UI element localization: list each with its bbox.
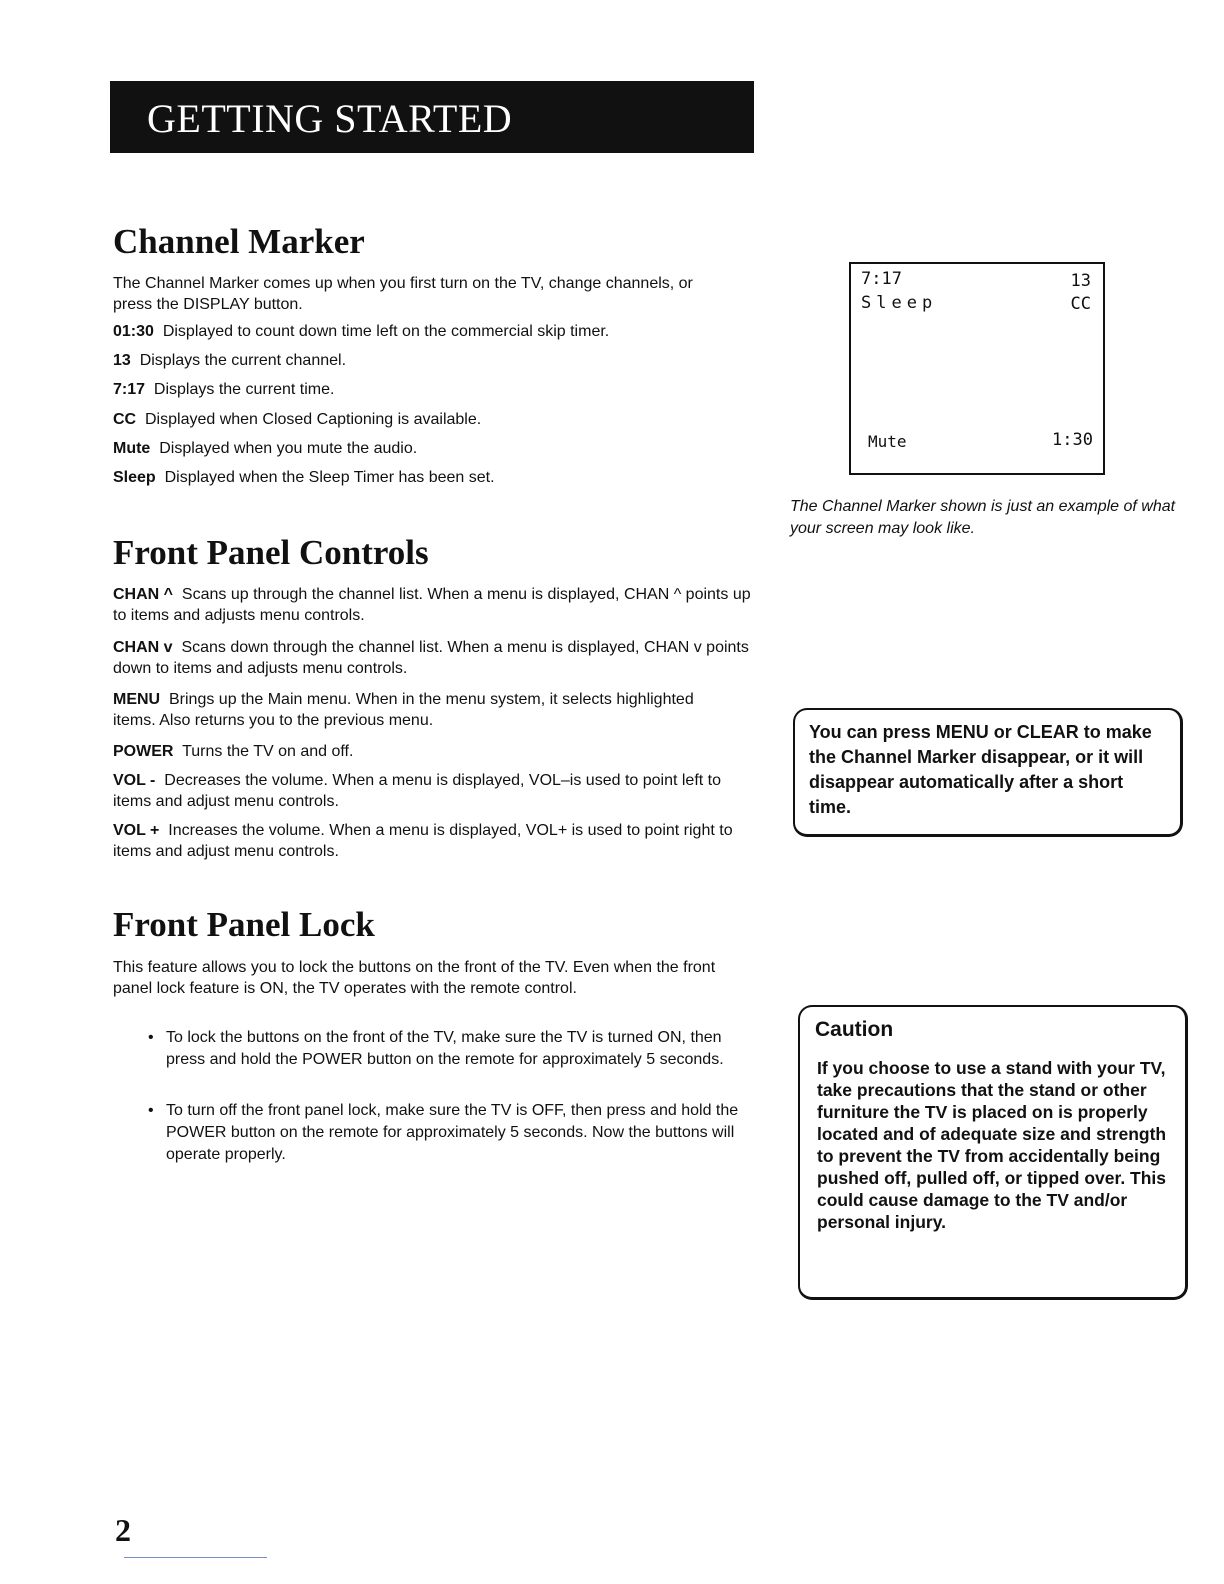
fpc-term: POWER: [113, 743, 174, 760]
cm-item-mute: [113, 438, 417, 459]
cm-term: 13: [113, 352, 131, 369]
banner-title: GETTING STARTED: [147, 96, 513, 141]
fpc-term: CHAN v: [113, 639, 173, 656]
cm-desc: Displays the current time.: [153, 381, 335, 398]
channel-marker-heading: Channel Marker: [113, 222, 365, 261]
fpc-term: CHAN ^: [113, 586, 174, 603]
cm-item-sleep: [113, 467, 495, 488]
caution-box: [798, 1005, 1188, 1300]
section-banner: [110, 81, 754, 153]
fpc-term: VOL -: [113, 772, 156, 789]
screen-timer: 1:30: [1052, 430, 1093, 450]
fpc-term: VOL +: [113, 822, 160, 839]
fpc-item-power: [113, 741, 733, 762]
cm-item-cc: [113, 409, 481, 430]
cm-desc: Displayed when you mute the audio.: [159, 440, 418, 457]
cm-desc: Displayed when the Sleep Timer has been set.: [164, 469, 495, 486]
cm-term: CC: [113, 411, 137, 428]
channel-marker-intro: The Channel Marker comes up when you first turn on the TV, change channels, or press the DISPLAY button.: [113, 275, 693, 313]
fpc-desc: Decreases the volume. When a menu is displayed, VOL–is used to point left to items and adjust menu controls.: [113, 772, 722, 810]
fpc-item-chan-up: [113, 584, 753, 626]
caution-text: If you choose to use a stand with your TV, take precautions that the stand or other furniture the TV is placed on is properly located and of adequate size and strength to prevent the TV from accidentally being pushed off, pulled off, or tipped over. This could cause damage to the TV and/or personal injury.: [817, 1058, 1167, 1232]
front-panel-lock-intro: This feature allows you to lock the buttons on the front of the TV. Even when the front panel lock feature is ON, the TV operates with the remote control.: [113, 959, 716, 997]
screen-time: 7:17: [861, 269, 902, 289]
screen-channel: 13: [1070, 271, 1091, 291]
fpc-desc: Turns the TV on and off.: [182, 743, 354, 760]
cm-desc: Displayed to count down time left on the commercial skip timer.: [162, 323, 610, 340]
fpc-desc: Scans down through the channel list. When a menu is displayed, CHAN v points down to items and adjusts menu controls.: [113, 639, 749, 677]
fpc-desc: Brings up the Main menu. When in the menu system, it selects highlighted items. Also returns you to the previous menu.: [113, 691, 694, 729]
lock-bullet: [148, 1027, 748, 1071]
fpc-item-vol-up: [113, 820, 733, 862]
fpc-item-chan-down: [113, 637, 753, 679]
cm-desc: Displays the current channel.: [139, 352, 347, 369]
footer-rule: [124, 1557, 267, 1558]
caution-title: Caution: [815, 1018, 894, 1041]
note-box: [793, 708, 1183, 837]
cm-item-time: [113, 379, 334, 400]
cm-term: 7:17: [113, 381, 146, 398]
cm-term: Sleep: [113, 469, 156, 486]
screen-mute: Mute: [868, 432, 907, 451]
cm-desc: Displayed when Closed Captioning is available.: [145, 411, 482, 428]
fpc-item-vol-down: [113, 770, 733, 812]
bullet-dot: •: [148, 1102, 154, 1119]
note-text: You can press MENU or CLEAR to make the Channel Marker disappear, or it will disappear automatically after a short time.: [809, 722, 1152, 817]
page-number: 2: [115, 1512, 131, 1548]
screen-caption: The Channel Marker shown is just an example of what your screen may look like.: [790, 498, 1176, 537]
screen-sleep: Sleep: [861, 293, 938, 313]
cm-item-channel: [113, 350, 346, 371]
fpc-desc: Scans up through the channel list. When a menu is displayed, CHAN ^ points up to items and adjusts menu controls.: [113, 586, 751, 624]
front-panel-lock-heading: Front Panel Lock: [113, 905, 375, 944]
cm-term: 01:30: [113, 323, 154, 340]
fpc-desc: Increases the volume. When a menu is displayed, VOL+ is used to point right to items and adjust menu controls.: [113, 822, 733, 860]
fpc-item-menu: [113, 689, 733, 731]
unlock-bullet-text: To turn off the front panel lock, make sure the TV is OFF, then press and hold the POWER button on the remote for approximately 5 seconds. Now the buttons will operate properly.: [166, 1102, 739, 1163]
fpc-term: MENU: [113, 691, 161, 708]
bullet-dot: •: [148, 1029, 154, 1046]
cm-term: Mute: [113, 440, 151, 457]
screen-cc: CC: [1070, 294, 1091, 314]
lock-bullet-text: To lock the buttons on the front of the TV, make sure the TV is turned ON, then press and hold the POWER button on the remote for approximately 5 seconds.: [166, 1029, 724, 1068]
front-panel-controls-heading: Front Panel Controls: [113, 533, 429, 572]
unlock-bullet: [148, 1100, 748, 1166]
cm-item-countdown: [113, 321, 609, 342]
channel-marker-screen: [849, 262, 1105, 475]
